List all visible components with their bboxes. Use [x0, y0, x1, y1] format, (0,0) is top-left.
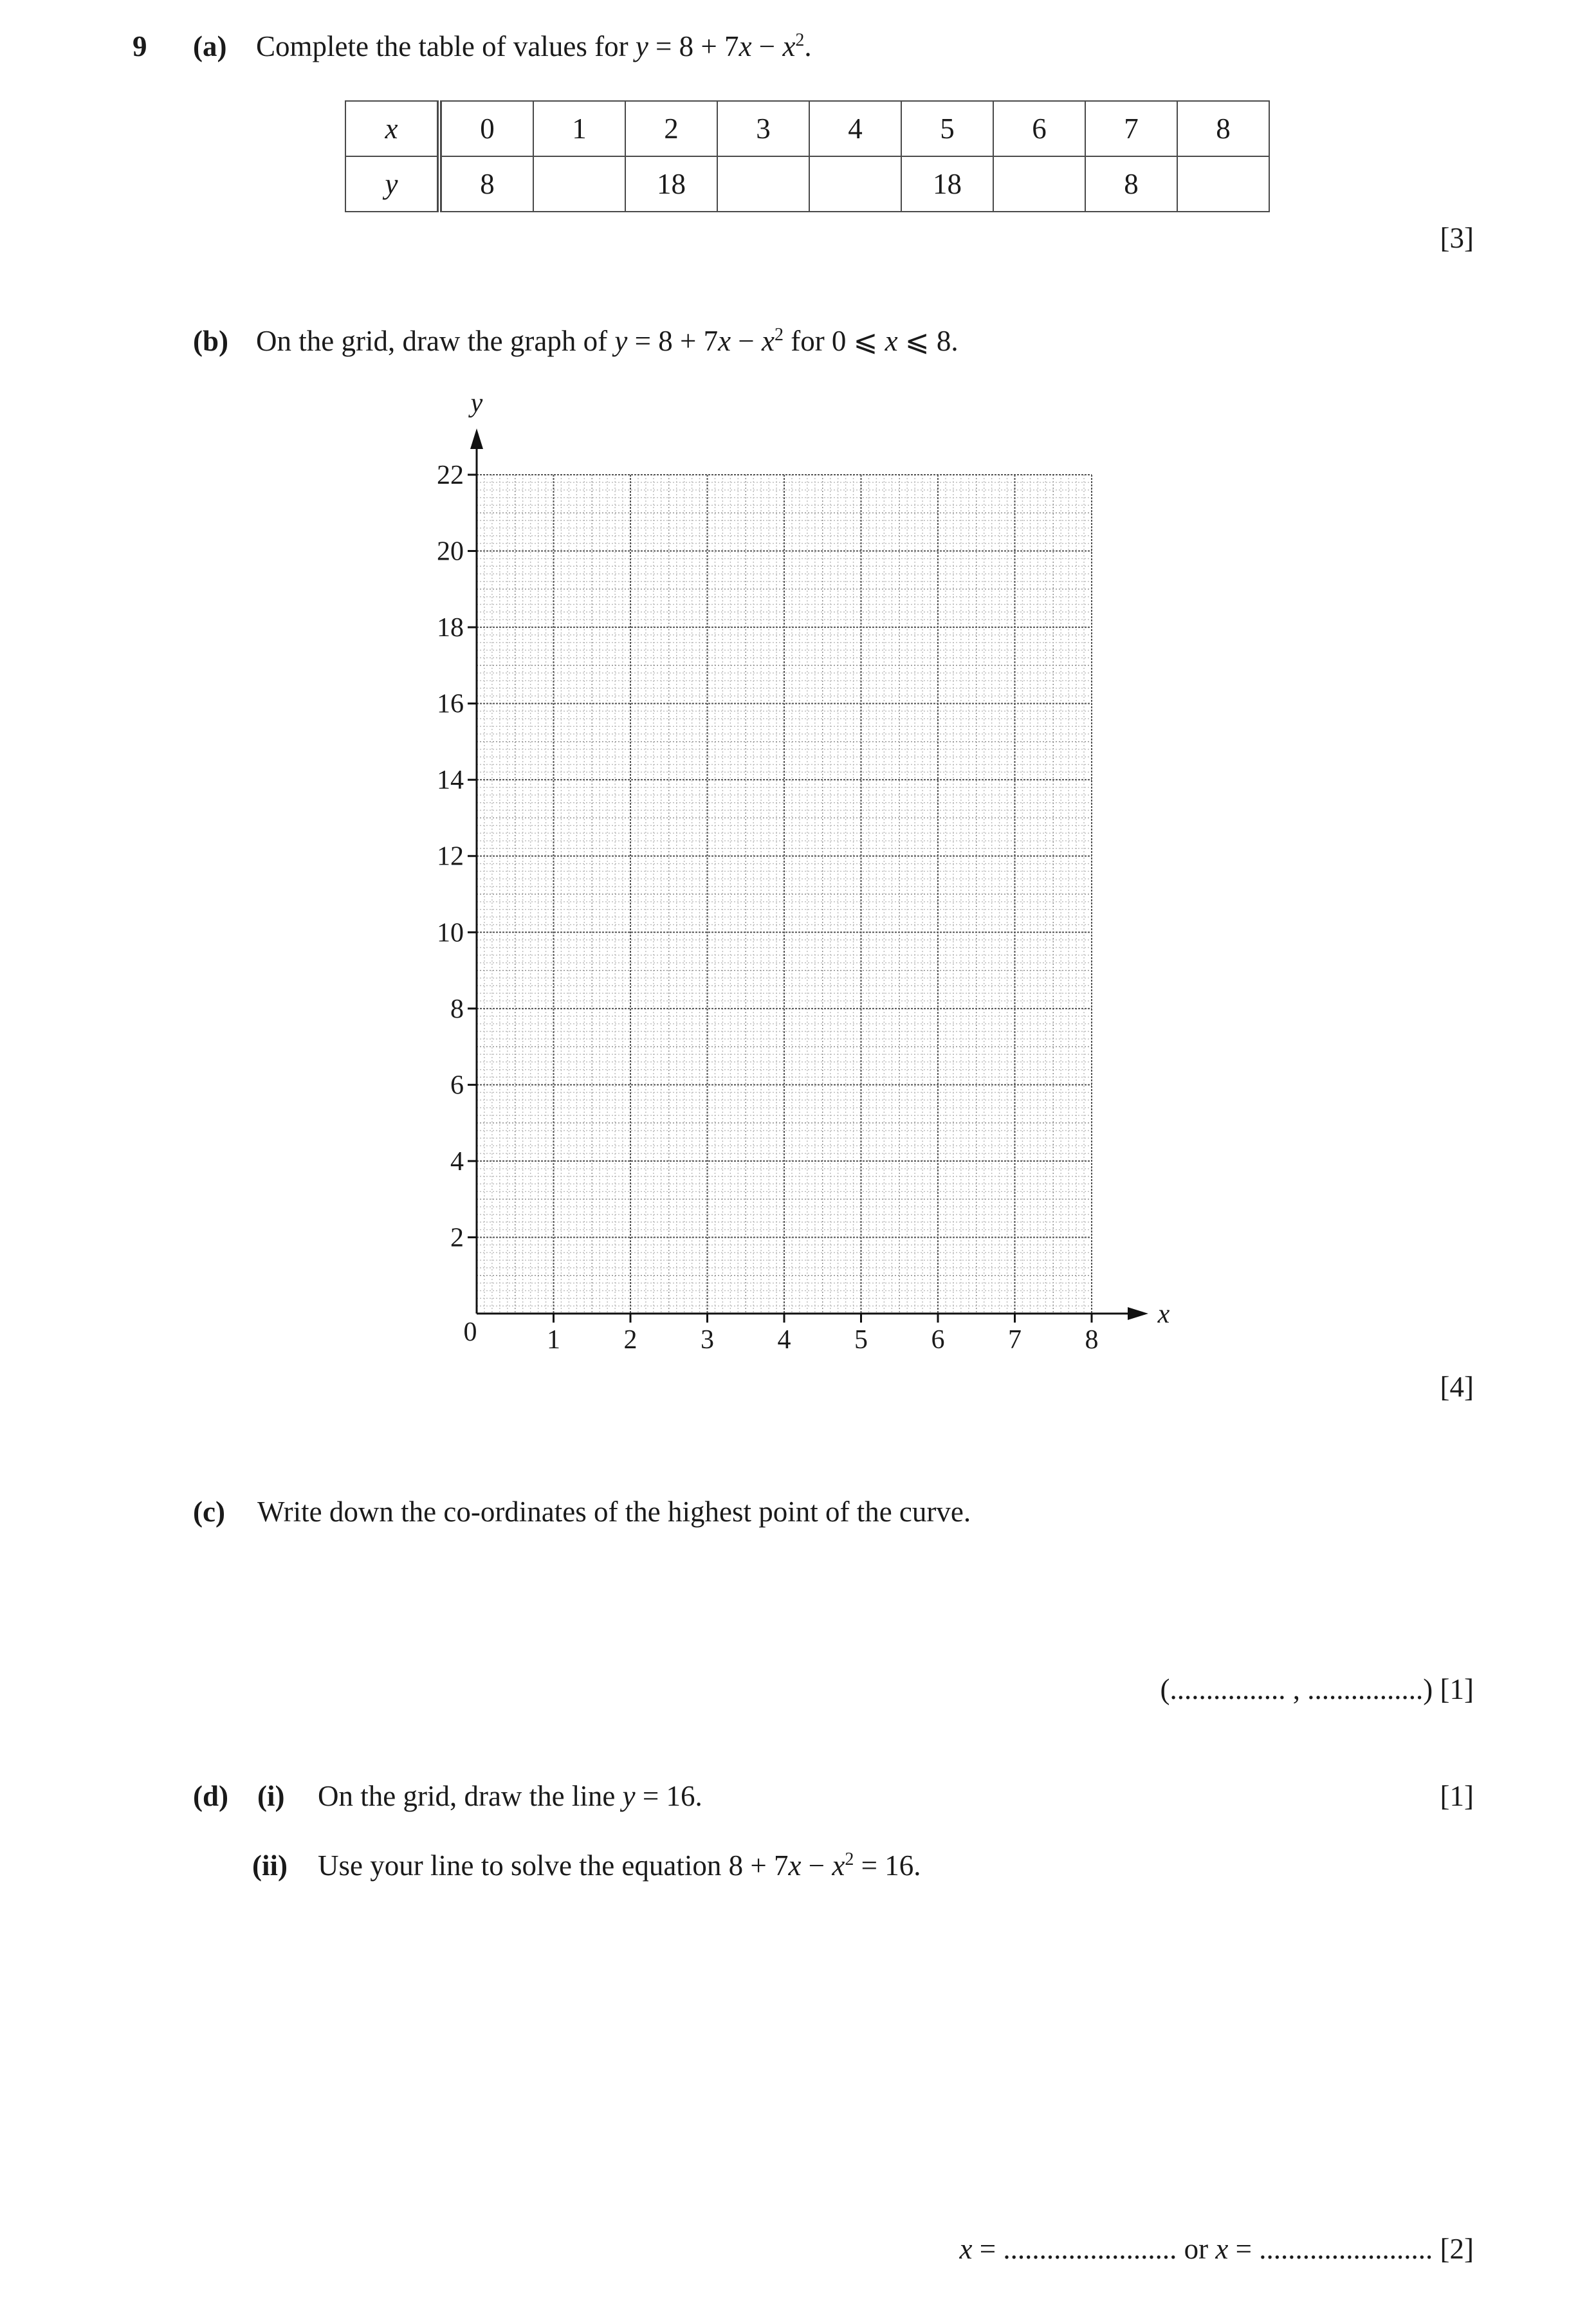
x-axis-arrow	[1128, 1307, 1148, 1320]
y-axis-arrow	[470, 428, 483, 449]
part-c-label: (c)	[193, 1496, 225, 1528]
part-d-i-text: On the grid, draw the line y = 16.	[318, 1780, 702, 1812]
answer-blank-1[interactable]: = ........................ or	[972, 2233, 1216, 2265]
part-c-answer-line[interactable]: (................ , ................)	[1160, 1673, 1433, 1705]
y-value-cell[interactable]: 18	[625, 156, 717, 212]
part-d-ii-marks: [2]	[1440, 2233, 1474, 2265]
answer-blank-2[interactable]: = ........................	[1228, 2233, 1433, 2265]
x-axis-label: x	[1157, 1299, 1170, 1329]
x-value-cell: 0	[439, 101, 533, 156]
x-tick-label: 7	[1008, 1325, 1022, 1355]
y-tick-label: 2	[450, 1223, 464, 1253]
part-d-ii-label: (ii)	[252, 1849, 288, 1882]
y-tick-label: 12	[437, 841, 464, 872]
part-a-label: (a)	[193, 30, 227, 62]
part-d-ii-answer[interactable]: x = ........................ or x = ........................ [2]	[959, 2233, 1474, 2265]
y-header-cell: y	[345, 156, 439, 212]
x-value-cell: 4	[809, 101, 901, 156]
y-value-cell[interactable]: 8	[1085, 156, 1177, 212]
y-tick-label: 10	[437, 918, 464, 948]
x-value-cell: 7	[1085, 101, 1177, 156]
y-tick-label: 14	[437, 765, 464, 796]
x-tick-label: 3	[701, 1325, 714, 1355]
part-c-answer[interactable]	[1160, 1671, 1474, 1707]
x-tick-label: 8	[1085, 1325, 1099, 1355]
x-tick-label: 6	[931, 1325, 945, 1355]
part-d-i-label: (i)	[257, 1780, 285, 1812]
part-d-ii-text: Use your line to solve the equation $8 + 7x - x^2 = 16$.	[318, 1849, 921, 1882]
y-tick-label: 6	[450, 1070, 464, 1101]
part-a-marks: [3]	[1440, 222, 1474, 254]
y-tick-label: 16	[437, 689, 464, 719]
part-c-marks: [1]	[1440, 1673, 1474, 1705]
x-value-cell: 8	[1177, 101, 1269, 156]
y-tick-label: 4	[450, 1146, 464, 1177]
x-tick-label: 4	[777, 1325, 791, 1355]
y-value-cell[interactable]: 8	[439, 156, 533, 212]
question-number: 9	[133, 30, 147, 62]
x-header-cell: x	[345, 101, 439, 156]
part-d-label: (d)	[193, 1780, 228, 1812]
x-value-cell: 3	[717, 101, 809, 156]
x-tick-label: 1	[547, 1325, 560, 1355]
part-d-i-marks: [1]	[1440, 1780, 1474, 1812]
part-b-marks: [4]	[1440, 1371, 1474, 1403]
part-b-text: On the grid, draw the graph of $y = 8 + 7x - x^2$ for 0 ⩽ x ⩽ 8.	[256, 325, 959, 357]
part-c-text: Write down the co-ordinates of the highest point of the curve.	[257, 1496, 971, 1528]
y-value-cell[interactable]: 18	[901, 156, 993, 212]
x-value-cell: 5	[901, 101, 993, 156]
x-tick-label: 5	[854, 1325, 868, 1355]
x-value-cell: 2	[625, 101, 717, 156]
y-tick-label: 8	[450, 994, 464, 1024]
y-axis-label: y	[470, 389, 483, 418]
part-b-label: (b)	[193, 325, 228, 357]
x-value-cell: 1	[533, 101, 625, 156]
x-value-cell: 6	[993, 101, 1085, 156]
y-tick-label: 18	[437, 613, 464, 643]
origin-label: 0	[463, 1317, 477, 1347]
axes	[470, 428, 1148, 1320]
y-tick-label: 20	[437, 536, 464, 567]
y-tick-label: 22	[437, 461, 464, 490]
x-tick-label: 2	[623, 1325, 637, 1355]
part-a-text: Complete the table of values for $y = 8 + 7x - x^2$.	[256, 30, 812, 62]
